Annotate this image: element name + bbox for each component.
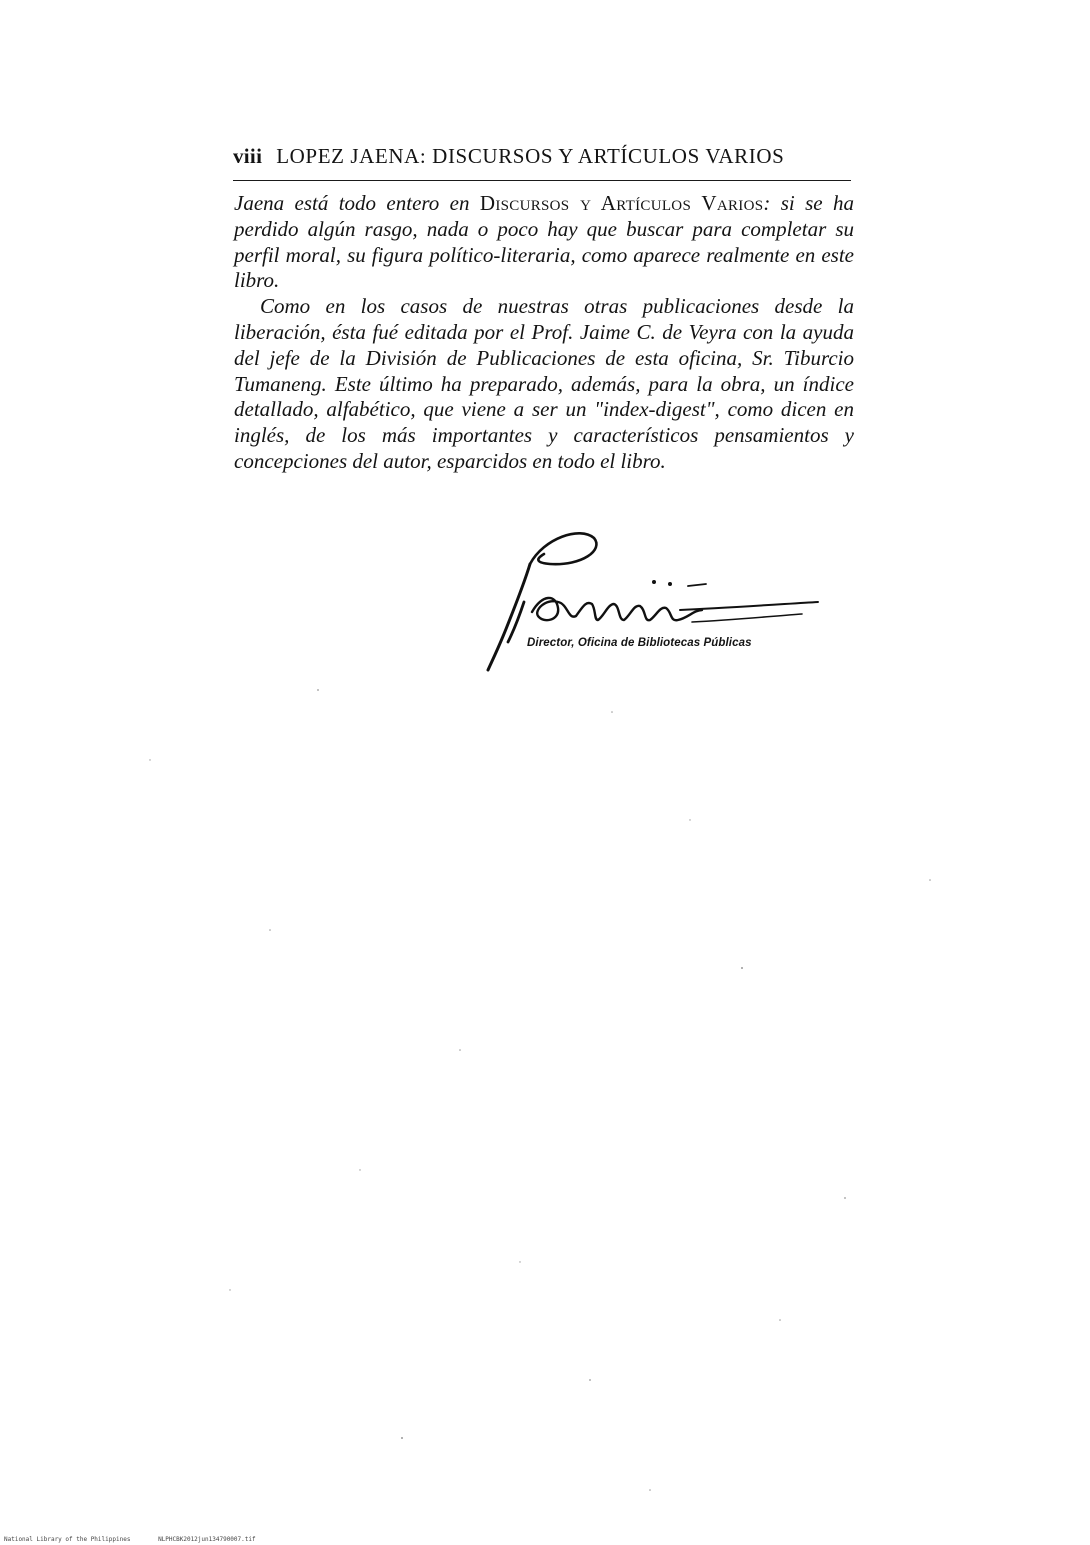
paragraph-2: Como en los casos de nuestras otras publicaciones desde la liberación, ésta fué editada por el Prof. Jaime C. de Veyra con la ayuda del jefe de la División de Publicaciones de esta oficina, Sr. Tiburcio Tumaneng. Este último ha preparado, además, para la obra, un índice detallado, alfabético, que viene a ser un "index-digest", como dicen en inglés, de los más importantes y característicos pensamientos y concepciones del autor, esparcidos en todo el libro.	[234, 294, 854, 473]
paragraph-1	[234, 191, 854, 294]
footer-source: National Library of the Philippines	[4, 1536, 131, 1543]
running-title: LOPEZ JAENA: DISCURSOS Y ARTÍCULOS VARIOS	[276, 144, 785, 168]
book-title: Discursos y Artículos Varios	[479, 191, 764, 215]
paragraph-1-end: : si se ha perdido algún rasgo, nada o poco hay que buscar para completar su perfil moral, su figura político-literaria, como aparece realmente en este libro.	[234, 191, 854, 293]
paragraph-1-start: Jaena está todo entero en	[234, 191, 480, 215]
handwritten-signature	[484, 524, 824, 674]
body-text	[234, 191, 854, 475]
scan-footer	[4, 1536, 256, 1543]
header-rule	[233, 180, 851, 181]
page-number: viii	[233, 144, 263, 168]
running-header	[233, 144, 853, 169]
signer-title: Director, Oficina de Bibliotecas Públicas	[527, 637, 752, 649]
footer-file-id: NLPHCBK2012jun134790007.tif	[158, 1536, 256, 1543]
